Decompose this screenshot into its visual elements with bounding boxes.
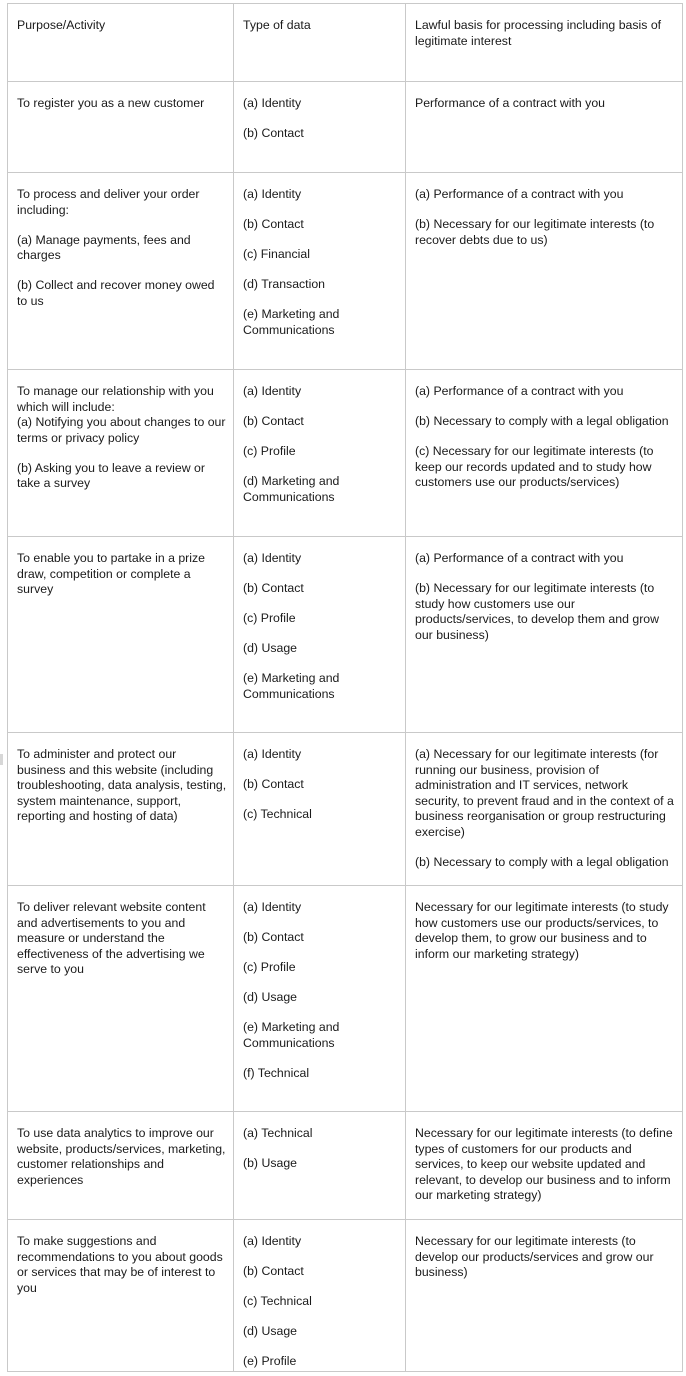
cell-paragraph — [243, 96, 399, 112]
cell-text: To make suggestions and recommendations to you about goods or services that may be of interest to you — [17, 1234, 223, 1295]
cell-paragraph — [243, 990, 399, 1006]
cell-text: (c) Financial — [243, 247, 310, 261]
cell-purpose — [8, 886, 234, 1112]
cell-text: (a) Identity — [243, 96, 302, 110]
cell-text: (d) Usage — [243, 1324, 297, 1338]
cell-paragraph — [17, 233, 227, 264]
cell-paragraph — [415, 187, 676, 203]
cell-text: (b) Contact — [243, 930, 304, 944]
cell-purpose — [8, 733, 234, 886]
cell-text: (a) Identity — [243, 1234, 302, 1248]
cell-paragraph — [243, 581, 399, 597]
cell-basis — [406, 173, 683, 370]
cell-type — [234, 82, 406, 173]
cell-paragraph — [243, 444, 399, 460]
cell-paragraph — [243, 187, 399, 203]
cell-paragraph — [415, 96, 676, 112]
cell-text: To deliver relevant website content and advertisements to you and measure or understand the effectiveness of the advertising we serve to you — [17, 900, 206, 976]
cell-text: Necessary for our legitimate interests (to develop our products/services and grow our business) — [415, 1234, 654, 1279]
cell-paragraph — [17, 551, 227, 598]
cell-basis — [406, 82, 683, 173]
table-row — [8, 733, 683, 886]
header-type: Type of data — [234, 4, 406, 82]
cell-purpose — [8, 1112, 234, 1220]
cell-text: (a) Manage payments, fees and charges — [17, 232, 191, 262]
cell-basis — [406, 1112, 683, 1220]
cell-paragraph — [243, 1066, 399, 1082]
cell-purpose — [8, 1220, 234, 1372]
cell-text: (d) Marketing and Communications — [243, 474, 340, 504]
cell-text: (b) Collect and recover money owed to us — [17, 278, 215, 308]
table-row — [8, 82, 683, 173]
cell-type — [234, 886, 406, 1112]
cell-purpose — [8, 173, 234, 370]
cell-paragraph — [415, 414, 676, 430]
cell-paragraph — [415, 384, 676, 400]
cell-text: (c) Profile — [243, 611, 296, 625]
cell-paragraph — [243, 930, 399, 946]
cell-text: (d) Usage — [243, 990, 297, 1004]
cell-text: (b) Contact — [243, 1264, 304, 1278]
cell-paragraph — [17, 384, 227, 446]
cell-text: (c) Technical — [243, 807, 312, 821]
cell-type — [234, 370, 406, 537]
cell-text: (a) Notifying you about changes to our terms or privacy policy — [17, 415, 226, 445]
cell-text: (a) Identity — [243, 551, 302, 565]
cell-paragraph — [243, 384, 399, 400]
cell-text: (e) Profile — [243, 1354, 297, 1368]
cell-paragraph — [243, 217, 399, 233]
cell-paragraph — [243, 307, 399, 338]
cell-text: (f) Technical — [243, 1065, 310, 1080]
cell-paragraph — [243, 641, 399, 657]
cell-paragraph — [243, 1020, 399, 1051]
cell-basis — [406, 370, 683, 537]
cell-paragraph — [415, 747, 676, 840]
cell-text: To manage our relationship with you which will include: — [17, 384, 214, 414]
cell-text: (a) Identity — [243, 900, 302, 914]
cell-paragraph — [243, 474, 399, 505]
cell-paragraph — [243, 247, 399, 263]
cell-paragraph — [415, 444, 676, 491]
cell-text: (b) Contact — [243, 126, 304, 140]
cell-paragraph — [243, 960, 399, 976]
cell-text: (a) Technical — [243, 1126, 313, 1140]
cell-type — [234, 537, 406, 733]
cell-basis — [406, 1220, 683, 1372]
cell-text: (b) Necessary to comply with a legal obligation — [415, 854, 669, 869]
cell-text: (d) Transaction — [243, 277, 326, 291]
cell-paragraph — [243, 126, 399, 142]
cell-paragraph — [243, 747, 399, 763]
cell-text: (b) Asking you to leave a review or take a survey — [17, 460, 205, 490]
cell-type — [234, 173, 406, 370]
cell-paragraph — [243, 414, 399, 430]
cell-paragraph — [243, 611, 399, 627]
cell-text: To enable you to partake in a prize draw, competition or complete a survey — [17, 551, 205, 596]
cell-text: (b) Contact — [243, 581, 304, 595]
cell-text: (b) Contact — [243, 217, 304, 231]
cell-text: Performance of a contract with you — [415, 96, 606, 110]
cell-basis — [406, 886, 683, 1112]
table-row — [8, 1112, 683, 1220]
cell-paragraph — [415, 900, 676, 962]
cell-text: To administer and protect our business and this website (including troubleshooting, data analysis, testing, system maintenance, support, reporting and hosting of data) — [17, 747, 227, 823]
cell-type — [234, 1220, 406, 1372]
cell-text: (c) Technical — [243, 1294, 312, 1308]
cell-text: (b) Contact — [243, 414, 304, 428]
cell-paragraph — [415, 1234, 676, 1281]
cell-type — [234, 1112, 406, 1220]
cell-text: (d) Usage — [243, 641, 297, 655]
cell-paragraph — [17, 96, 227, 112]
cell-paragraph — [415, 217, 676, 248]
cell-paragraph — [243, 900, 399, 916]
cell-type — [234, 733, 406, 886]
cell-text: (c) Necessary for our legitimate interests (to keep our records updated and to study how customers use our products/services) — [415, 444, 654, 489]
cell-purpose — [8, 82, 234, 173]
table-row — [8, 886, 683, 1112]
cell-paragraph — [243, 1126, 399, 1142]
cell-paragraph — [243, 1264, 399, 1280]
cell-paragraph — [17, 187, 227, 218]
cell-text: To register you as a new customer — [17, 96, 205, 110]
table-header-row — [8, 4, 683, 82]
cell-text: (c) Profile — [243, 960, 296, 974]
cell-text: (a) Performance of a contract with you — [415, 187, 624, 201]
data-processing-table — [7, 3, 683, 1372]
cell-purpose — [8, 537, 234, 733]
cell-text: (a) Identity — [243, 747, 302, 761]
cell-paragraph — [415, 1126, 676, 1204]
cell-paragraph — [415, 855, 676, 871]
cell-text: To use data analytics to improve our website, products/services, marketing, customer relationships and experiences — [17, 1126, 226, 1187]
cell-text: (e) Marketing and Communications — [243, 671, 340, 701]
cell-text: (a) Performance of a contract with you — [415, 384, 624, 398]
cell-text: (c) Profile — [243, 444, 296, 458]
cell-text: Necessary for our legitimate interests (to define types of customers for our products and services, to keep our website updated and relevant, to develop our business and to inform our marketing strategy) — [415, 1126, 673, 1202]
table-row — [8, 173, 683, 370]
cell-paragraph — [243, 1354, 399, 1370]
cell-paragraph — [17, 747, 227, 825]
cell-text: (b) Contact — [243, 777, 304, 791]
cell-paragraph — [17, 900, 227, 978]
cell-text: (a) Performance of a contract with you — [415, 551, 624, 565]
cell-text: (b) Usage — [243, 1156, 297, 1170]
cell-paragraph — [415, 581, 676, 643]
cell-paragraph — [243, 1156, 399, 1172]
margin-marker — [0, 754, 3, 765]
header-basis: Lawful basis for processing including basis of legitimate interest — [406, 4, 683, 82]
cell-text: (a) Necessary for our legitimate interests (for running our business, provision of administration and IT services, network security, to prevent fraud and in the context of a business reorganisation or group restructuring exercise) — [415, 747, 674, 839]
table-row — [8, 537, 683, 733]
cell-paragraph — [243, 1324, 399, 1340]
cell-basis — [406, 733, 683, 886]
cell-purpose — [8, 370, 234, 537]
cell-text: (a) Identity — [243, 384, 302, 398]
cell-paragraph — [17, 1234, 227, 1296]
cell-paragraph — [243, 551, 399, 567]
cell-paragraph — [243, 277, 399, 293]
cell-text: (e) Marketing and Communications — [243, 1020, 340, 1050]
cell-paragraph — [17, 461, 227, 492]
header-purpose: Purpose/Activity — [8, 4, 234, 82]
cell-paragraph — [243, 671, 399, 702]
cell-basis — [406, 537, 683, 733]
cell-text: To process and deliver your order including: — [17, 187, 200, 217]
cell-paragraph — [415, 551, 676, 567]
cell-paragraph — [243, 1294, 399, 1310]
cell-text: (a) Identity — [243, 187, 302, 201]
cell-text: Necessary for our legitimate interests (to study how customers use our products/services, to develop them, to grow our business and to inform our marketing strategy) — [415, 900, 669, 961]
cell-paragraph — [17, 1126, 227, 1188]
cell-paragraph — [243, 777, 399, 793]
cell-paragraph — [243, 1234, 399, 1250]
cell-text: (e) Marketing and Communications — [243, 307, 340, 337]
cell-text: (b) Necessary for our legitimate interests (to study how customers use our products/services, to develop them and grow our business) — [415, 581, 660, 642]
cell-text: (b) Necessary to comply with a legal obligation — [415, 414, 669, 428]
cell-text: (b) Necessary for our legitimate interests (to recover debts due to us) — [415, 217, 655, 247]
cell-paragraph — [17, 278, 227, 309]
table-row — [8, 370, 683, 537]
cell-paragraph — [243, 807, 399, 823]
table-row — [8, 1220, 683, 1372]
